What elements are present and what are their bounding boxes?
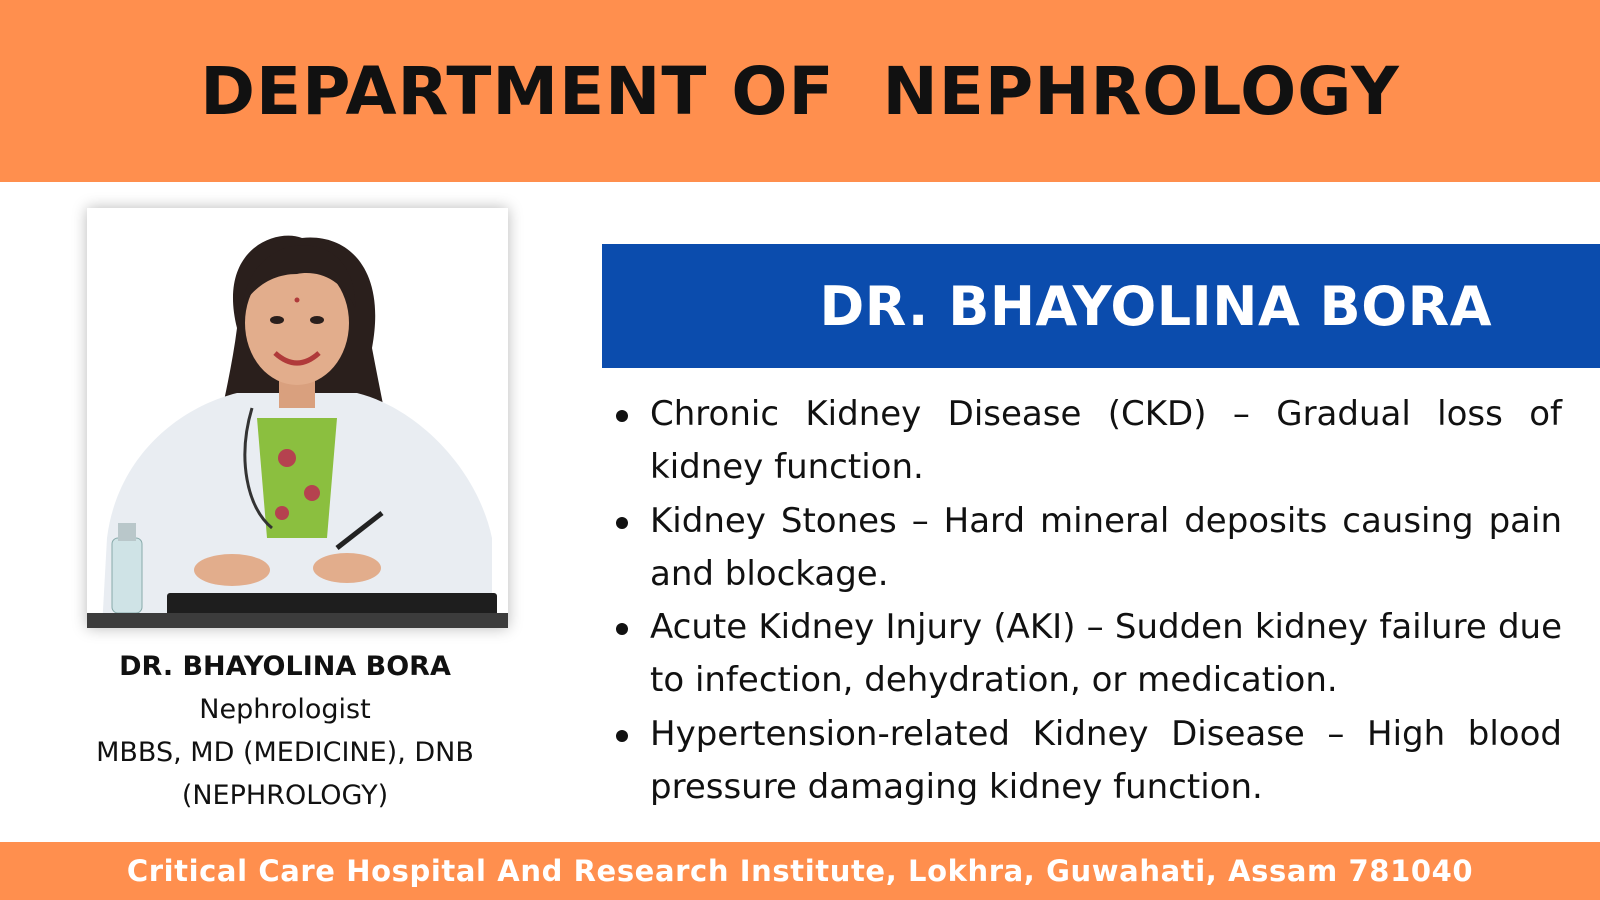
condition-text: Acute Kidney Injury (AKI) – Sudden kidney failure due to infection, dehydration, or medication. [650,607,1562,701]
doctor-caption [40,646,530,817]
condition-item-hypertension [612,708,1562,815]
condition-item-kidney-stones [612,495,1562,602]
bullet-icon [616,517,628,529]
header-band [0,0,1600,182]
conditions-list [612,388,1562,814]
hospital-address: Critical Care Hospital And Research Institute, Lokhra, Guwahati, Assam 781040 [126,854,1474,888]
caption-doctor-name: DR. BHAYOLINA BORA [119,651,451,682]
condition-text: Kidney Stones – Hard mineral deposits causing pain and blockage. [650,500,1562,594]
footer-band [0,842,1600,900]
condition-text: Hypertension-related Kidney Disease – High blood pressure damaging kidney function. [650,713,1562,808]
condition-text: Chronic Kidney Disease (CKD) – Gradual loss of kidney function. [650,394,1562,488]
caption-role: Nephrologist [199,694,371,725]
caption-qualifications-line2: (NEPHROLOGY) [181,780,389,811]
department-title: DEPARTMENT OF NEPHROLOGY [200,52,1400,130]
doctor-portrait-icon [87,208,508,628]
doctor-photo [87,208,508,628]
bullet-icon [616,730,628,742]
caption-qualifications-line1: MBBS, MD (MEDICINE), DNB [96,737,474,768]
condition-item-aki [612,601,1562,708]
condition-item-ckd [612,388,1562,495]
bullet-icon [616,623,628,635]
banner-doctor-name: DR. BHAYOLINA BORA [819,274,1492,338]
bullet-icon [616,410,628,422]
name-banner [602,244,1600,368]
